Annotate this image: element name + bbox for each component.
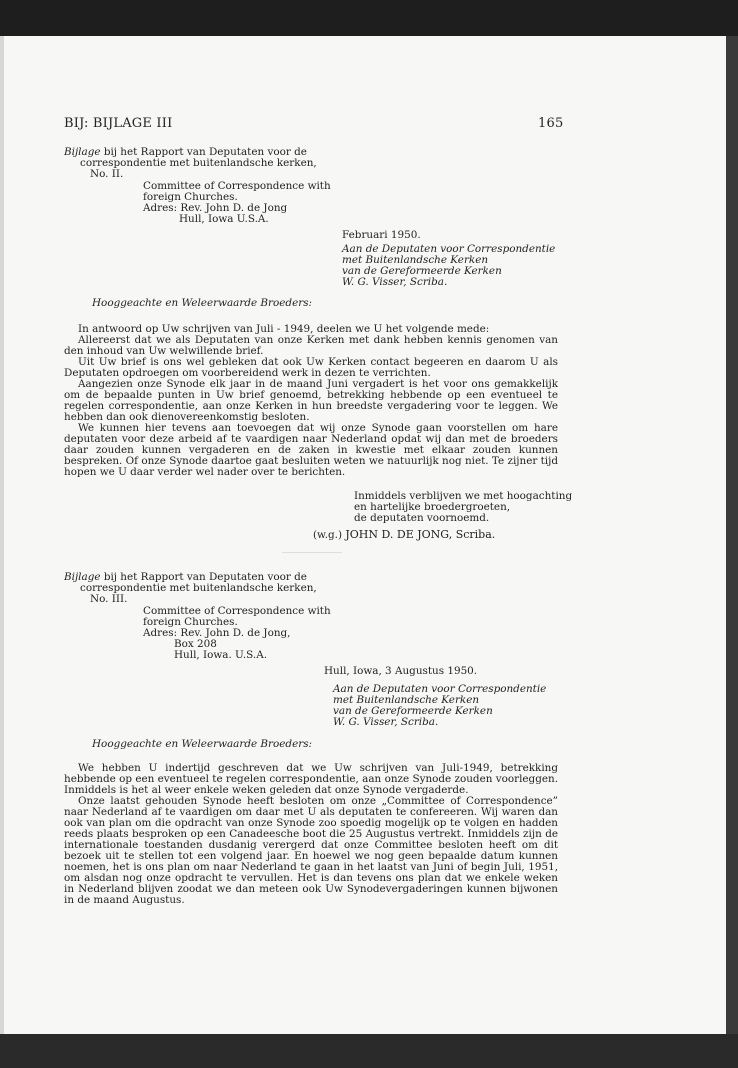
letter2-salutation: Hooggeachte en Weleerwaarde Broeders: [92,738,313,750]
letter2-paragraph: Onze laatst gehouden Synode heeft besloten om onze „Committee of Correspondence” naar Nederland af te vaardigen om daar met U als deputaten te confereeren. Wij waren dan ook van plan om die opdracht van onze Synode zoo spoedig mogelijk op te volgen en hadden reeds plaats besproken op een Canadeesche boot die 25 Augustus vertrekt. Inmiddels zijn de internationale toestanden dusdanig verergerd dat onze Committee besloten heeft om dit bezoek uit te stellen tot een volgend jaar. En hoewel we nog geen bepaalde datum kunnen noemen, het is ons plan om naar Nederland te gaan in het laatst van Juni of begin Juli, 1951, om alsdan nog onze opdracht te vervullen. Het is dan tevens ons plan dat we enkele weken in Nederland blijven zoodat we dan meteen ook Uw Synodevergaderingen kunnen bijwonen in de maand Augustus. [64,795,558,906]
letter2-paragraph: We hebben U indertijd geschreven dat we Uw schrijven van Juli-1949, betrekking hebbende op een eventueel te regelen correspondentie, aan onze Synode zouden voorleggen. Inmiddels is het al weer enkele weken geleden dat onze Synode vergaderde. [64,762,558,796]
letter2-recipient-line4: W. G. Visser, Scriba. [333,716,439,728]
letter2-intro-line2: correspondentie met buitenlandsche kerken, [80,582,317,594]
letter1-date: Februari 1950. [342,229,421,241]
scan-right-edge [726,36,738,1036]
letter2-address-line1: Adres: Rev. John D. de Jong, [143,627,291,639]
letter1-paragraph: Aangezien onze Synode elk jaar in de maand Juni vergadert is het voor ons gemakkelijk om de bepaalde punten in Uw brief genoemd, betrekking hebbende op een eventueel te regelen correspondentie, aan onze Kerken in hun breedste vergadering voor te leggen. We hebben dan ook dienovereenkomstig besloten. [64,378,558,423]
letter2-intro-word: Bijlage [64,571,101,583]
letter2-committee-line1: Committee of Correspondence with [143,605,331,617]
scan-bottom-border [0,1034,738,1068]
letter2-address-line3: Hull, Iowa. U.S.A. [174,649,268,661]
letter1-intro-line2: correspondentie met buitenlandsche kerken, [80,157,317,169]
letter1-intro-word: Bijlage [64,146,101,158]
letter1-intro-rest: bij het Rapport van Deputaten voor de [103,146,307,158]
letter2-recipient-line3: van de Gereformeerde Kerken [333,705,493,717]
letter1-number: No. II. [90,168,124,180]
page-header-title: BIJ: BIJLAGE III [64,116,173,131]
letter1-paragraph: Uit Uw brief is ons wel gebleken dat ook Uw Kerken contact begeeren en daarom U als Deputaten opdroegen om voorbereidend werk in dezen te verrichten. [64,356,558,379]
letter1-paragraph: Allereerst dat we als Deputaten van onze Kerken met dank hebben kennis genomen van den inhoud van Uw welwillende brief. [64,334,558,357]
letter2-body [64,763,558,906]
letter2-committee-line2: foreign Churches. [143,616,238,628]
letter1-recipient-line3: van de Gereformeerde Kerken [342,265,502,277]
scan-left-edge [0,36,4,1036]
letter1-committee-line1: Committee of Correspondence with [143,180,331,192]
page-number: 165 [538,116,564,131]
letter1-recipient-line1: Aan de Deputaten voor Correspondentie [342,243,556,255]
letter1-address-line2: Hull, Iowa U.S.A. [179,213,269,225]
letter2-number: No. III. [90,593,128,605]
letter2-recipient-line2: met Buitenlandsche Kerken [333,694,480,706]
letter1-committee-line2: foreign Churches. [143,191,238,203]
letter2-date: Hull, Iowa, 3 Augustus 1950. [324,665,478,677]
letter1-closing-line2: en hartelijke broedergroeten, [354,501,511,513]
letter2-recipient-line1: Aan de Deputaten voor Correspondentie [333,683,547,695]
letter1-body [64,324,558,478]
letter1-recipient-line2: met Buitenlandsche Kerken [342,254,489,266]
letter1-closing-line1: Inmiddels verblijven we met hoogachting [354,490,573,502]
letter2-intro-rest: bij het Rapport van Deputaten voor de [103,571,307,583]
letter1-closing-line3: de deputaten voornoemd. [354,512,490,524]
signature-name: JOHN D. DE JONG, Scriba. [345,528,496,541]
letter1-address-line1: Adres: Rev. John D. de Jong [143,202,288,214]
section-divider [282,552,342,553]
letter1-salutation: Hooggeachte en Weleerwaarde Broeders: [92,297,313,309]
scan-top-border [0,0,738,40]
letter2-address-line2: Box 208 [174,638,217,650]
signature-prefix: (w.g.) [313,529,343,541]
letter1-paragraph: We kunnen hier tevens aan toevoegen dat wij onze Synode gaan voorstellen om hare deputaten voor deze arbeid af te vaardigen naar Nederland opdat wij dan met de broeders daar zouden kunnen vergaderen en de zaken in kwestie met elkaar zouden kunnen bespreken. Of onze Synode daartoe gaat besluiten weten we natuurlijk nog niet. Te zijner tijd hopen we U daar verder wel nader over te berichten. [64,422,558,478]
letter1-recipient-line4: W. G. Visser, Scriba. [342,276,448,288]
letter1-signature [313,529,495,541]
letter1-paragraph: In antwoord op Uw schrijven van Juli - 1949, deelen we U het volgende mede: [78,323,490,335]
